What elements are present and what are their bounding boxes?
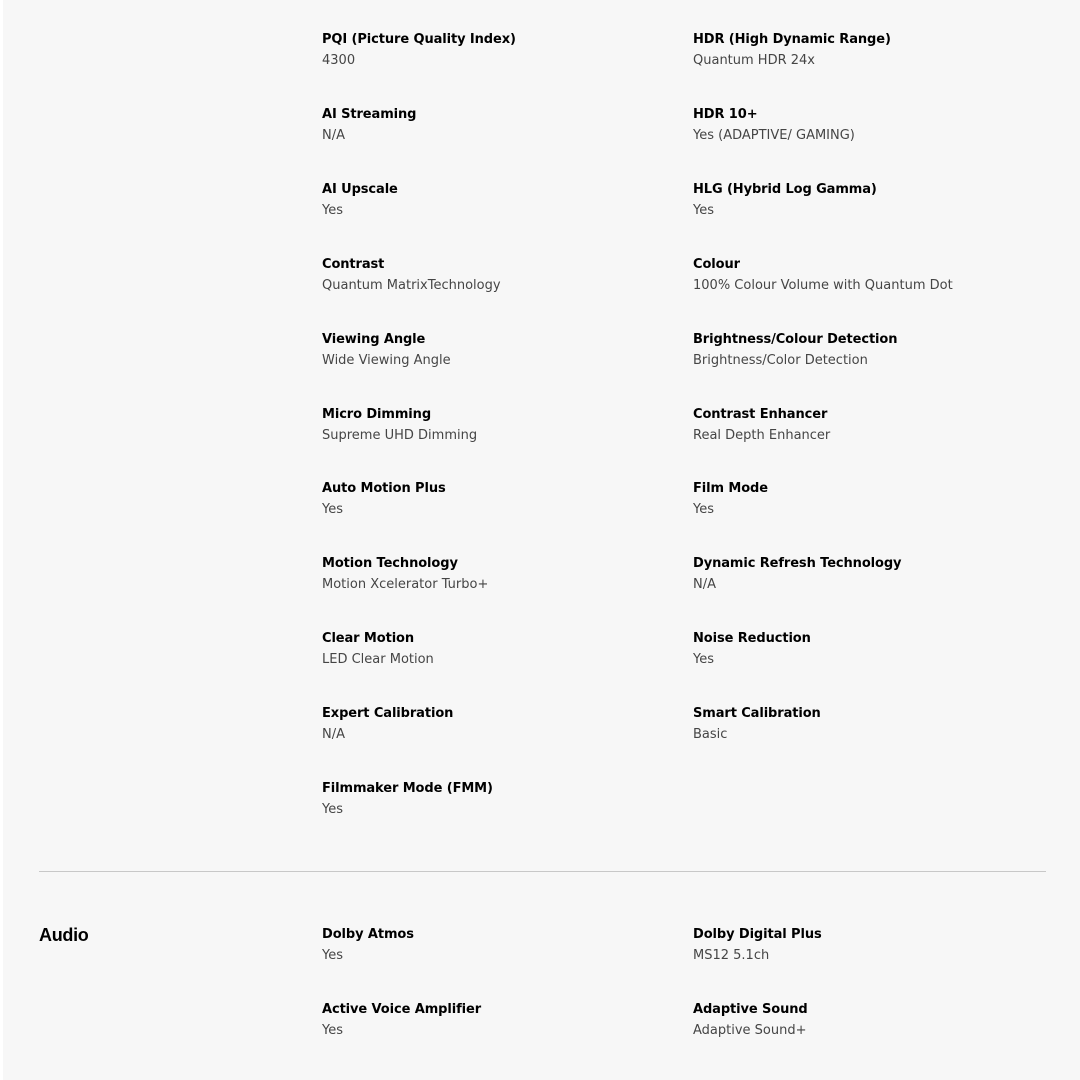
spec-item	[693, 331, 1033, 369]
spec-item	[322, 780, 662, 818]
spec-label: Clear Motion	[322, 631, 415, 646]
spec-value: 4300	[322, 53, 356, 68]
spec-value: Yes	[693, 652, 714, 667]
spec-value: Yes	[322, 502, 343, 517]
section-title-audio: Audio	[39, 925, 89, 945]
spec-item	[693, 926, 1033, 964]
spec-label: Dolby Digital Plus	[693, 927, 822, 942]
spec-label: Expert Calibration	[322, 706, 454, 721]
spec-label: HDR 10+	[693, 107, 758, 122]
spec-item	[693, 406, 1033, 444]
spec-item	[322, 630, 662, 668]
spec-label: Viewing Angle	[322, 332, 426, 347]
spec-item	[322, 705, 662, 743]
spec-item	[693, 480, 1033, 518]
spec-value: Quantum MatrixTechnology	[322, 278, 501, 293]
spec-item	[693, 256, 1033, 294]
spec-item	[322, 1001, 662, 1039]
spec-value: Yes	[322, 1023, 343, 1038]
spec-label: Active Voice Amplifier	[322, 1002, 482, 1017]
spec-value: Yes	[693, 203, 714, 218]
spec-value: Brightness/Color Detection	[693, 353, 868, 368]
spec-label: HLG (Hybrid Log Gamma)	[693, 182, 877, 197]
spec-value: Basic	[693, 727, 728, 742]
spec-value: MS12 5.1ch	[693, 948, 770, 963]
spec-item	[693, 31, 1033, 69]
spec-item	[693, 181, 1033, 219]
spec-value: Adaptive Sound+	[693, 1023, 807, 1038]
spec-label: Contrast	[322, 257, 385, 272]
spec-label: Auto Motion Plus	[322, 481, 446, 496]
spec-label: Brightness/Colour Detection	[693, 332, 898, 347]
spec-label: HDR (High Dynamic Range)	[693, 32, 891, 47]
spec-value: Yes	[322, 802, 343, 817]
spec-label: Adaptive Sound	[693, 1002, 808, 1017]
spec-item	[322, 331, 662, 369]
spec-value: 100% Colour Volume with Quantum Dot	[693, 278, 953, 293]
spec-item	[322, 926, 662, 964]
spec-value: LED Clear Motion	[322, 652, 434, 667]
spec-label: Motion Technology	[322, 556, 458, 571]
spec-label: Dolby Atmos	[322, 927, 414, 942]
spec-label: Contrast Enhancer	[693, 407, 828, 422]
spec-item	[693, 106, 1033, 144]
spec-value: Yes	[322, 203, 343, 218]
spec-item	[322, 480, 662, 518]
spec-value: N/A	[693, 577, 716, 592]
spec-value: Yes	[693, 502, 714, 517]
spec-item	[322, 555, 662, 593]
spec-item	[322, 181, 662, 219]
spec-value: Motion Xcelerator Turbo+	[322, 577, 489, 592]
spec-label: Micro Dimming	[322, 407, 432, 422]
spec-item	[693, 630, 1033, 668]
spec-value: Supreme UHD Dimming	[322, 428, 478, 443]
spec-label: Noise Reduction	[693, 631, 811, 646]
spec-label: Smart Calibration	[693, 706, 821, 721]
spec-item	[322, 106, 662, 144]
spec-value: Real Depth Enhancer	[693, 428, 831, 443]
spec-label: Dynamic Refresh Technology	[693, 556, 902, 571]
spec-page	[3, 0, 1080, 1080]
spec-item	[693, 1001, 1033, 1039]
spec-item	[322, 31, 662, 69]
spec-value: Yes	[322, 948, 343, 963]
spec-label: Filmmaker Mode (FMM)	[322, 781, 493, 796]
spec-value: N/A	[322, 128, 345, 143]
spec-item	[693, 555, 1033, 593]
spec-label: PQI (Picture Quality Index)	[322, 32, 516, 47]
spec-item	[322, 256, 662, 294]
spec-label: Film Mode	[693, 481, 768, 496]
spec-value: Quantum HDR 24x	[693, 53, 815, 68]
spec-item	[322, 406, 662, 444]
spec-item	[693, 705, 1033, 743]
spec-value: Wide Viewing Angle	[322, 353, 451, 368]
spec-label: AI Streaming	[322, 107, 417, 122]
spec-label: Colour	[693, 257, 740, 272]
section-divider	[39, 871, 1046, 872]
spec-label: AI Upscale	[322, 182, 398, 197]
spec-value: N/A	[322, 727, 345, 742]
spec-value: Yes (ADAPTIVE/ GAMING)	[693, 128, 855, 143]
